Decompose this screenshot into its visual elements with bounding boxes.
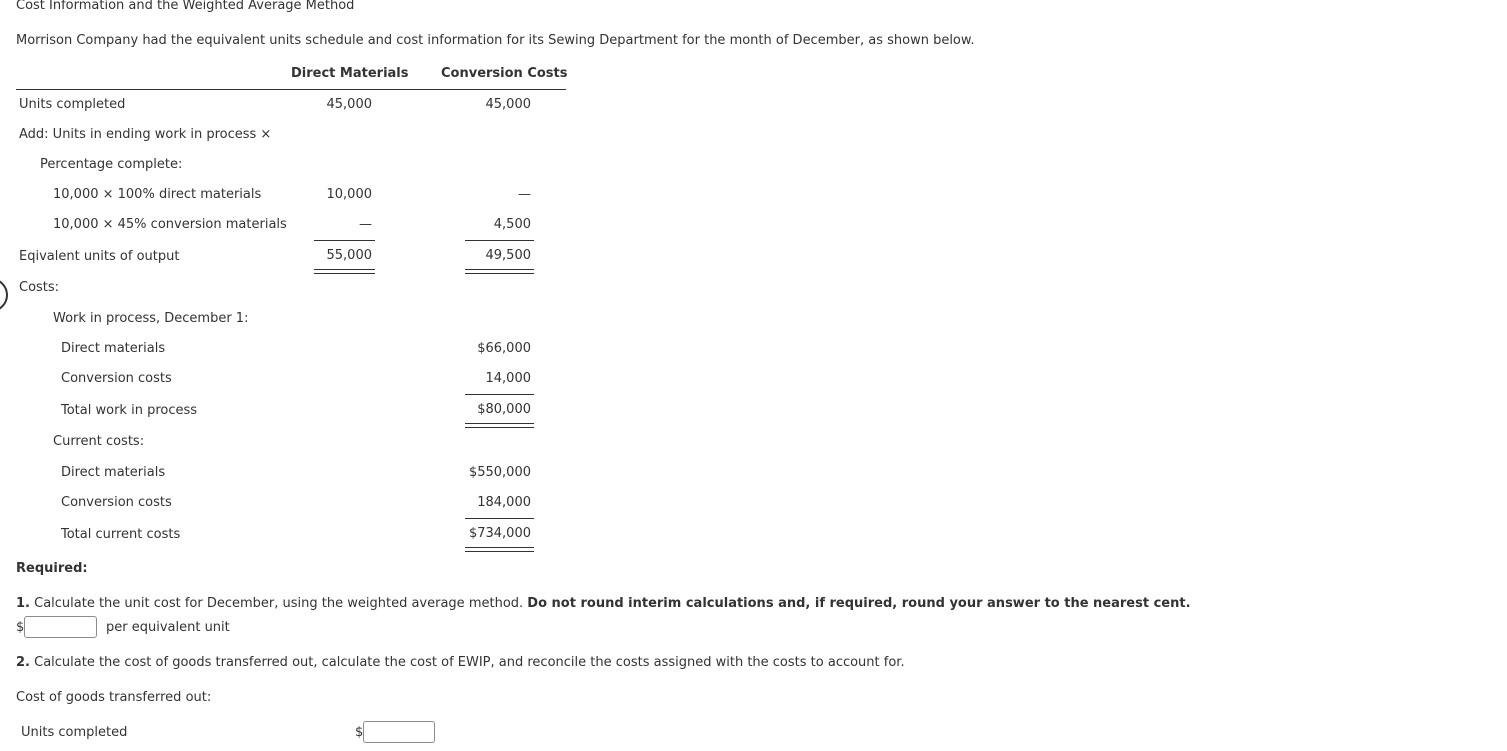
- q1-dollar-sign: $: [16, 620, 25, 635]
- col-header-direct-materials: Direct Materials: [291, 66, 409, 81]
- total-double-rule-dm: [314, 269, 375, 274]
- subtotal-rule-dm: [314, 240, 375, 241]
- wip-dm-value: $66,000: [477, 341, 531, 356]
- question-1-instruction: Do not round interim calculations and, if required, round your answer to the nearest cent.: [527, 596, 1191, 611]
- question-2-text: Calculate the cost of goods transferred out, calculate the cost of EWIP, and reconcile the costs assigned with the costs to account for.: [29, 655, 905, 670]
- row-label-cur-dm: Direct materials: [61, 465, 166, 480]
- row-label-costs: Costs:: [19, 280, 60, 295]
- cc-line-cc: 4,500: [493, 217, 531, 232]
- question-2-number: 2.: [16, 655, 30, 670]
- intro-paragraph: Morrison Company had the equivalent units schedule and cost information for its Sewing Department for the month of December, as shown below.: [16, 33, 975, 48]
- units-completed-cc: 45,000: [485, 97, 531, 112]
- total-double-rule-cc: [465, 269, 534, 274]
- row-label-wip-cc: Conversion costs: [61, 371, 172, 386]
- cogs-dollar-sign: $: [355, 725, 364, 740]
- cogs-heading: Cost of goods transferred out:: [16, 690, 212, 705]
- question-2: [16, 655, 905, 671]
- row-label-cc-line: 10,000 × 45% conversion materials: [53, 217, 287, 232]
- row-label-cur-cc: Conversion costs: [61, 495, 172, 510]
- col-header-conversion-costs: Conversion Costs: [441, 66, 568, 81]
- equivalent-units-dm: 55,000: [326, 248, 372, 263]
- dm-line-dm: 10,000: [326, 187, 372, 202]
- question-1-number: 1.: [16, 596, 30, 611]
- subtotal-rule-cc: [465, 240, 534, 241]
- row-label-add-ewip: Add: Units in ending work in process ×: [19, 127, 272, 142]
- question-1: [16, 596, 1191, 612]
- row-label-cur-total: Total current costs: [61, 527, 181, 542]
- row-label-wip-dec1: Work in process, December 1:: [53, 311, 249, 326]
- page-title: Cost Information and the Weighted Average Method: [16, 0, 355, 13]
- partial-circle-decoration: [0, 278, 8, 312]
- row-label-percentage-complete: Percentage complete:: [40, 157, 183, 172]
- wip-total-double-rule: [465, 423, 534, 428]
- row-label-units-completed: Units completed: [19, 97, 126, 112]
- cur-subtotal-rule: [465, 518, 534, 519]
- wip-subtotal-rule: [465, 394, 534, 395]
- cc-line-dm: —: [359, 217, 372, 232]
- row-label-equivalent-units: Eqivalent units of output: [19, 249, 180, 264]
- dm-line-cc: —: [518, 187, 531, 202]
- question-1-text: Calculate the unit cost for December, using the weighted average method.: [29, 596, 528, 611]
- cur-dm-value: $550,000: [468, 465, 531, 480]
- units-completed-dm: 45,000: [326, 97, 372, 112]
- cogs-units-completed-label: Units completed: [21, 725, 128, 740]
- row-label-dm-line: 10,000 × 100% direct materials: [53, 187, 262, 202]
- q1-unit-suffix: per equivalent unit: [106, 620, 230, 635]
- wip-cc-value: 14,000: [485, 371, 531, 386]
- row-label-current-costs: Current costs:: [53, 434, 145, 449]
- unit-cost-input[interactable]: [24, 616, 97, 638]
- equivalent-units-cc: 49,500: [485, 248, 531, 263]
- cur-total-double-rule: [465, 547, 534, 552]
- cur-cc-value: 184,000: [477, 495, 531, 510]
- wip-total-value: $80,000: [477, 402, 531, 417]
- header-rule: [16, 89, 566, 90]
- required-heading: Required:: [16, 561, 88, 576]
- units-completed-cost-input[interactable]: [363, 721, 435, 743]
- row-label-wip-dm: Direct materials: [61, 341, 166, 356]
- cur-total-value: $734,000: [468, 526, 531, 541]
- row-label-wip-total: Total work in process: [61, 403, 198, 418]
